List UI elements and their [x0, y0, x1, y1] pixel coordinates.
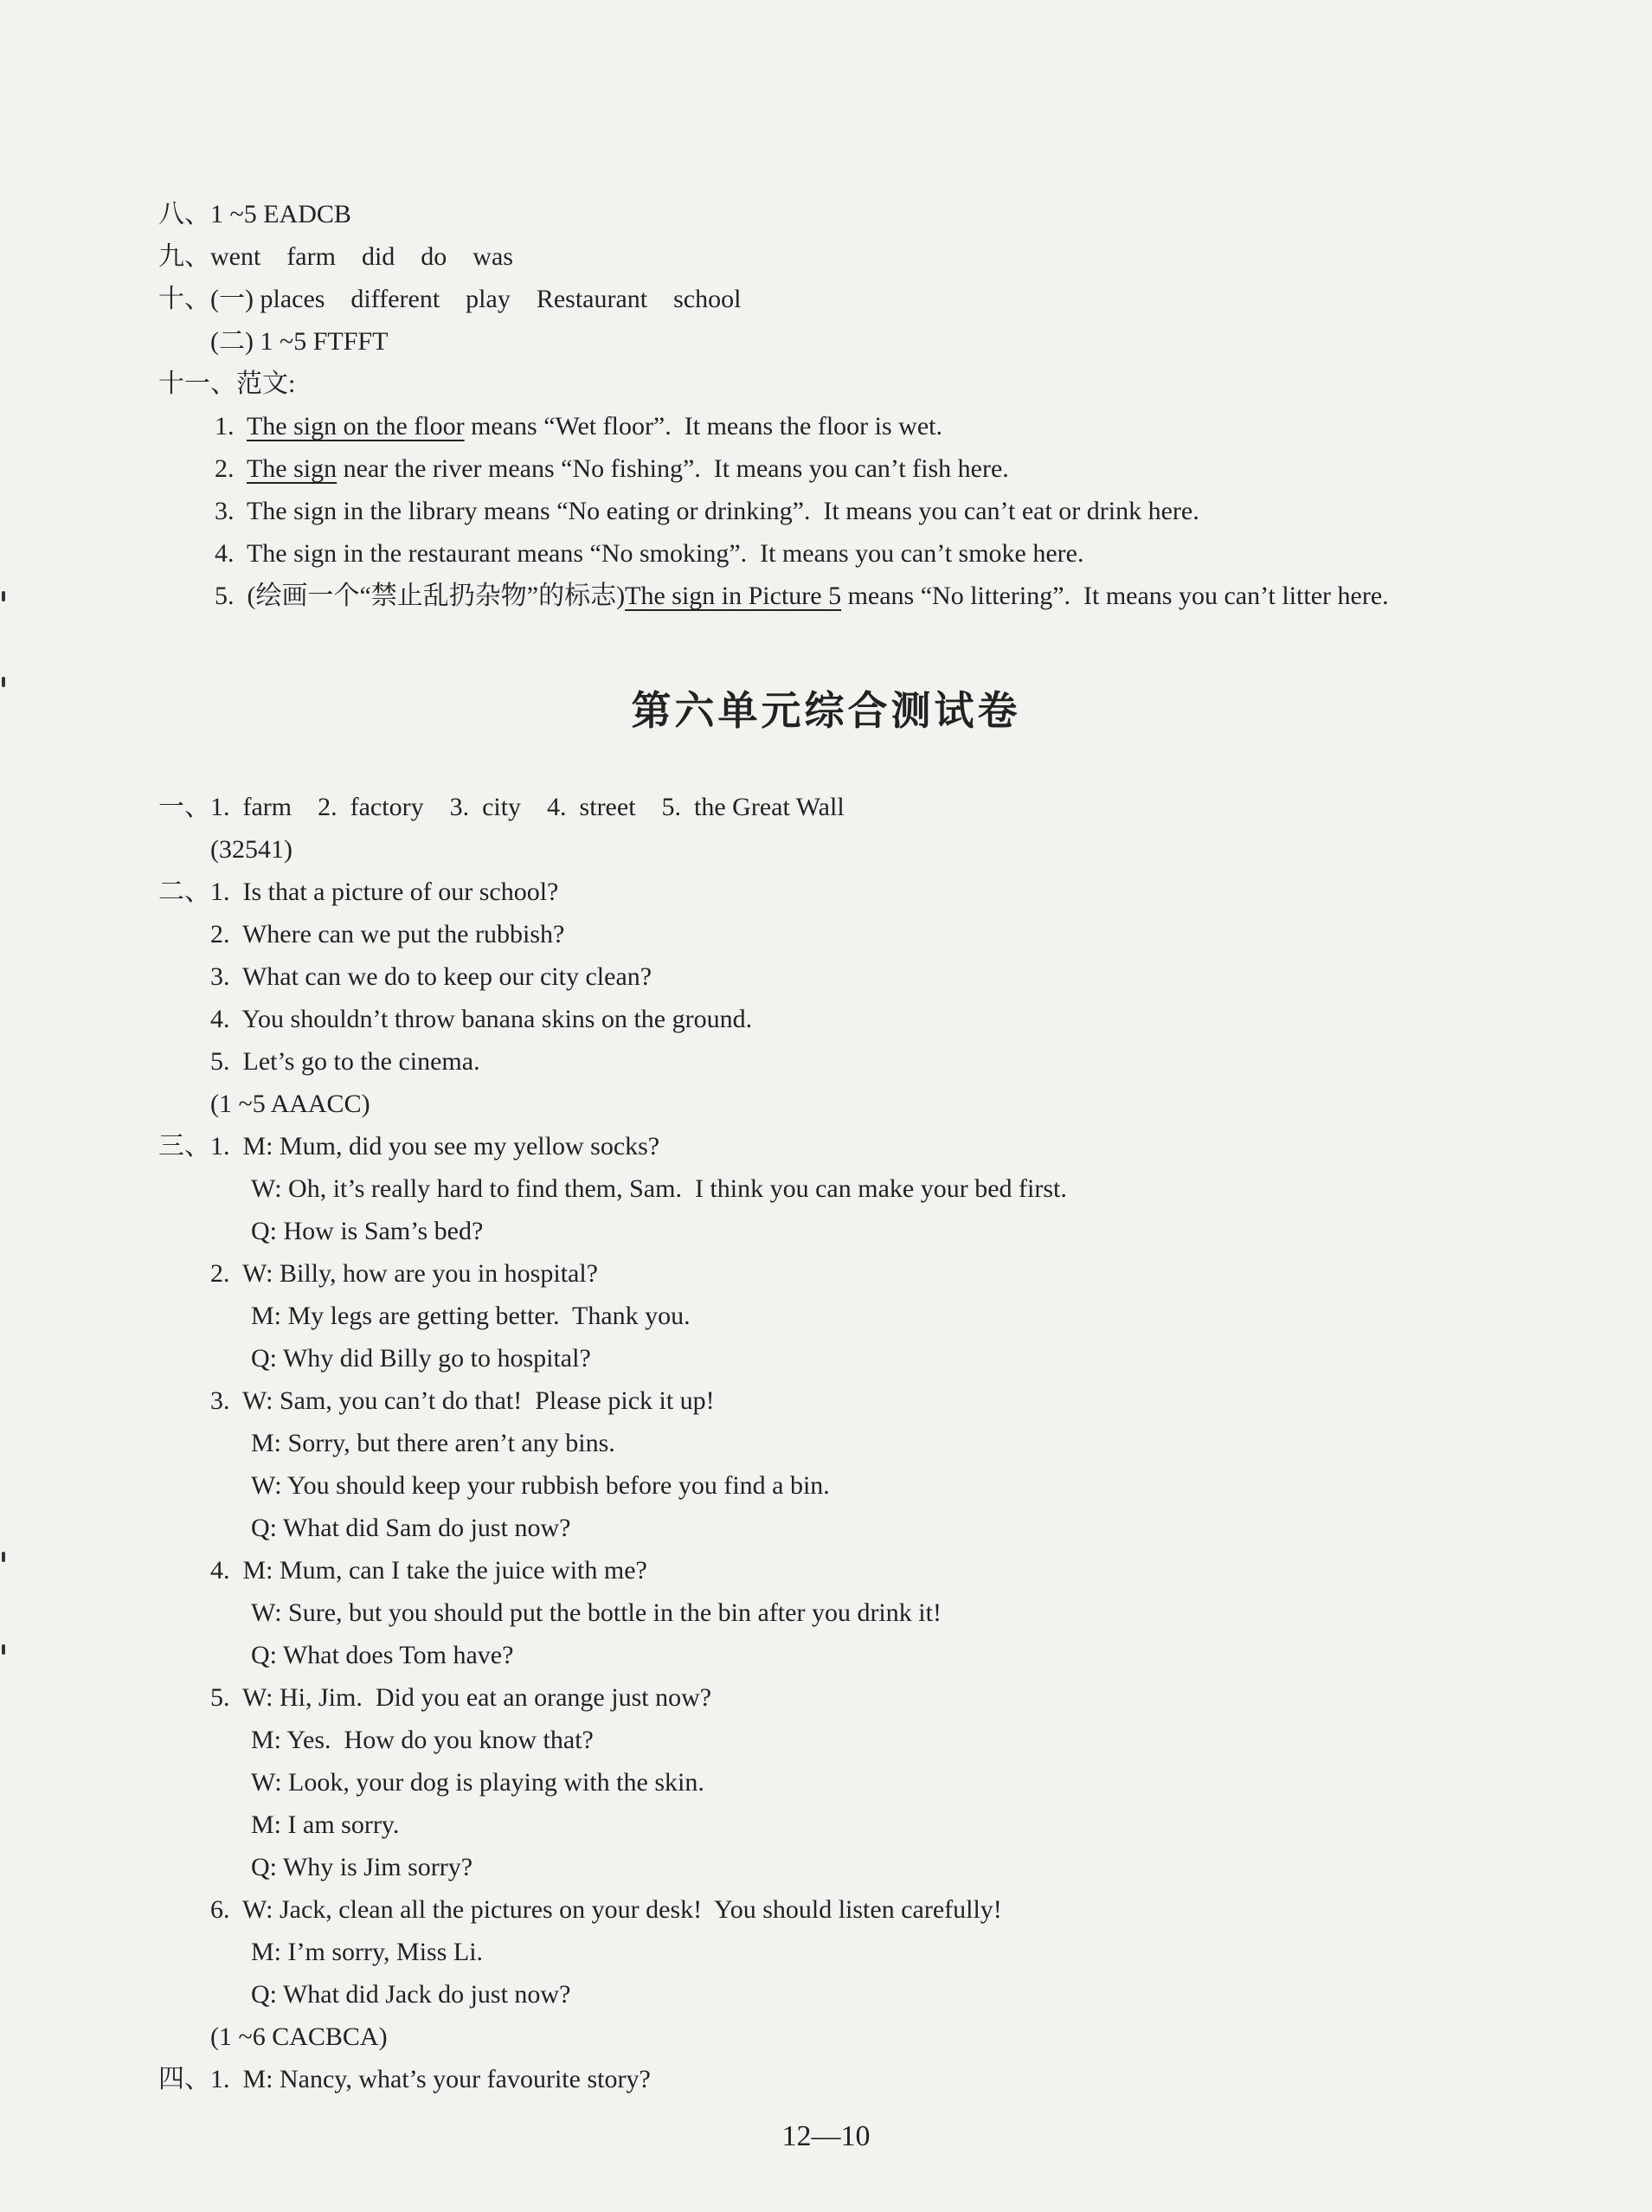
section-4-line-1: 四、1. M: Nancy, what’s your favourite story?	[158, 2065, 651, 2093]
dialogue-line: 3. W: Sam, you can’t do that! Please pick it up!	[210, 1386, 715, 1415]
answer-section-8: 八、1 ~5 EADCB	[158, 200, 351, 228]
dialogue-line: Q: What did Sam do just now?	[251, 1514, 571, 1542]
section-2-line-4: 4. You shouldn’t throw banana skins on the ground.	[210, 1005, 753, 1033]
section-2-line-1: 二、1. Is that a picture of our school?	[158, 878, 559, 906]
dialogue-line: W: Oh, it’s really hard to find them, Sam. I think you can make your bed first.	[251, 1174, 1067, 1203]
section-2-answers: (1 ~5 AAACC)	[210, 1090, 370, 1118]
dialogue-line: 4. M: Mum, can I take the juice with me?	[210, 1556, 647, 1585]
essay-line-4: 4. The sign in the restaurant means “No smoking”. It means you can’t smoke here.	[215, 539, 1084, 568]
scan-mark	[2, 1552, 5, 1562]
dialogue-line: M: My legs are getting better. Thank you.	[251, 1302, 691, 1330]
dialogue-line: M: Sorry, but there aren’t any bins.	[251, 1429, 615, 1457]
dialogue-line: M: I am sorry.	[251, 1810, 400, 1839]
section-2-line-2: 2. Where can we put the rubbish?	[210, 920, 565, 948]
answer-section-10-part2: (二) 1 ~5 FTFFT	[210, 327, 389, 356]
dialogue-line: 三、1. M: Mum, did you see my yellow socks?	[158, 1132, 660, 1161]
answer-section-10-part1: 十、(一) places different play Restaurant school	[158, 285, 742, 313]
answer-section-9: 九、went farm did do was	[158, 242, 513, 271]
dialogue-line: W: Sure, but you should put the bottle in the bin after you drink it!	[251, 1598, 942, 1627]
dialogue-line: Q: How is Sam’s bed?	[251, 1217, 484, 1245]
section-2-line-3: 3. What can we do to keep our city clean?	[210, 962, 652, 991]
essay-line-1: 1. The sign on the floor means “Wet floor”. It means the floor is wet.	[215, 412, 943, 440]
section-1-order: (32541)	[210, 835, 292, 864]
section-1-answers: 一、1. farm 2. factory 3. city 4. street 5. the Great Wall	[158, 793, 845, 821]
dialogue-line: Q: What does Tom have?	[251, 1641, 514, 1669]
section-3-answers: (1 ~6 CACBCA)	[210, 2022, 388, 2051]
dialogue-line: M: I’m sorry, Miss Li.	[251, 1938, 484, 1966]
dialogue-line: W: You should keep your rubbish before you find a bin.	[251, 1471, 830, 1500]
answer-section-11-heading: 十一、范文:	[158, 370, 296, 398]
section-2-line-5: 5. Let’s go to the cinema.	[210, 1047, 480, 1076]
scan-mark	[2, 1644, 5, 1655]
dialogue-line: Q: Why did Billy go to hospital?	[251, 1344, 591, 1373]
dialogue-line: W: Look, your dog is playing with the skin.	[251, 1768, 704, 1797]
essay-line-2: 2. The sign near the river means “No fishing”. It means you can’t fish here.	[215, 454, 1009, 483]
scan-mark	[2, 591, 5, 601]
dialogue-line: Q: What did Jack do just now?	[251, 1980, 571, 2009]
dialogue-line: M: Yes. How do you know that?	[251, 1726, 594, 1754]
page-number: 12—10	[781, 2120, 871, 2152]
essay-line-5: 5. (绘画一个“禁止乱扔杂物”的标志)The sign in Picture 5 means “No littering”. It means you can’t litter here.	[215, 582, 1389, 610]
dialogue-line: 6. W: Jack, clean all the pictures on your desk! You should listen carefully!	[210, 1895, 1002, 1924]
page-title: 第六单元综合测试卷	[631, 687, 1021, 734]
dialogue-line: 5. W: Hi, Jim. Did you eat an orange just now?	[210, 1683, 712, 1712]
dialogue-line: 2. W: Billy, how are you in hospital?	[210, 1259, 598, 1288]
dialogue-line: Q: Why is Jim sorry?	[251, 1853, 473, 1881]
essay-line-3: 3. The sign in the library means “No eating or drinking”. It means you can’t eat or drink here.	[215, 497, 1199, 525]
